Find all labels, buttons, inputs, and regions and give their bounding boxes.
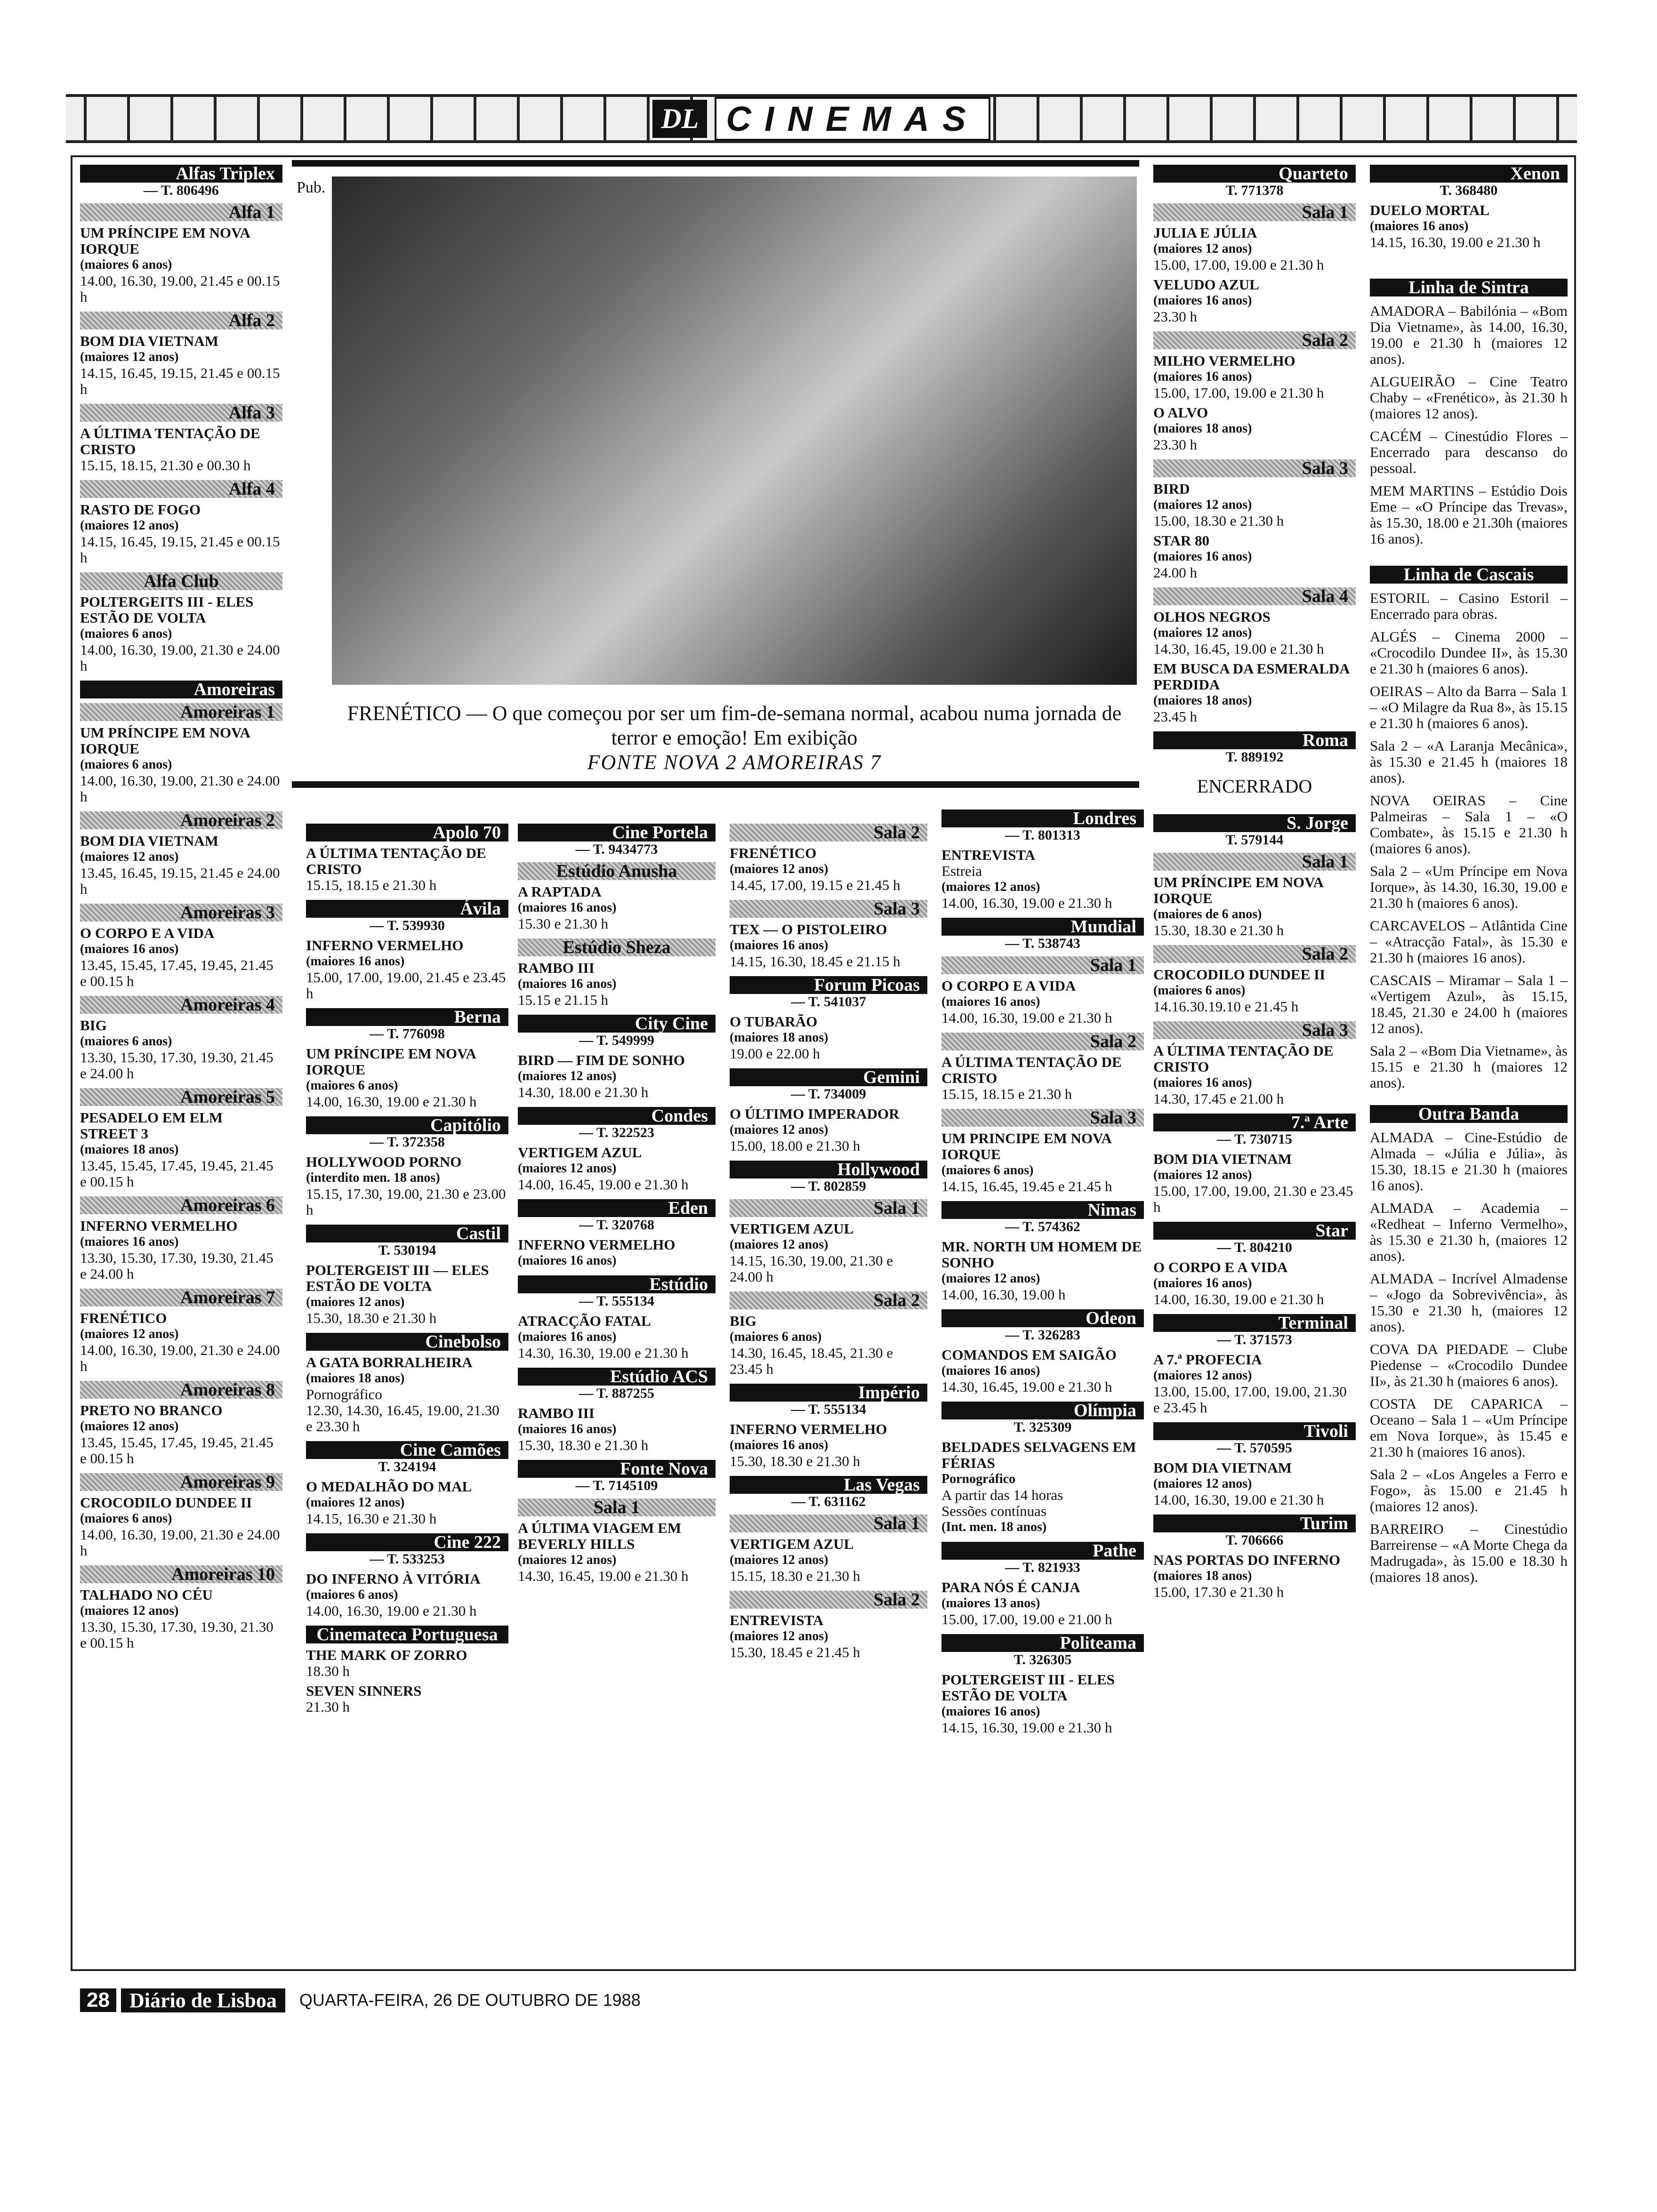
- cinema-header: Xenon: [1370, 165, 1568, 183]
- hall-header: Sala 2: [730, 1291, 927, 1309]
- listing: INFERNO VERMELHO (maiores 16 anos) 15.30, 18.30 e 21.30 h: [730, 1421, 887, 1469]
- regional-listing: CARCAVELOS – Atlântida Cine – «Atracção Fatal», às 15.30 e 21.30 h (maiores 16 anos).: [1370, 917, 1568, 966]
- listing: FRENÉTICO (maiores 12 anos) 14.00, 16.30, 19.00, 21.30 e 24.00 h: [80, 1310, 280, 1374]
- cinema-header: Odeon: [941, 1309, 1144, 1327]
- hall-header: Estúdio Anusha: [518, 862, 716, 880]
- hall-header: Sala 1: [941, 956, 1144, 974]
- listing: BOM DIA VIETNAM (maiores 12 anos) 14.15, 16.45, 19.15, 21.45 e 00.15 h: [80, 333, 280, 397]
- hall-header: Sala 4: [1153, 587, 1356, 605]
- listing: O CORPO E A VIDA (maiores 16 anos) 14.00, 16.30, 19.00 e 21.30 h: [941, 978, 1112, 1026]
- regional-listing: CACÉM – Cinestúdio Flores – Encerrado para descanso do pessoal.: [1370, 428, 1568, 476]
- listing: O CORPO E A VIDA (maiores 16 anos) 14.00, 16.30, 19.00 e 21.30 h: [1153, 1259, 1324, 1307]
- listing: A ÚLTIMA TENTAÇÃO DE CRISTO 15.15, 18.15 e 21.30 h: [941, 1054, 1122, 1102]
- listing: A RAPTADA (maiores 16 anos) 15.30 e 21.30 h: [518, 883, 617, 932]
- cinema-header: Cine 222: [306, 1533, 508, 1551]
- regional-listing: AMADORA – Babilónia – «Bom Dia Vietname», às 14.00, 16.30, 19.00 e 21.30 h (maiores 12 anos).: [1370, 303, 1568, 367]
- cinema-header: Quarteto: [1153, 165, 1356, 183]
- hall-header: Sala 3: [941, 1109, 1144, 1127]
- hall-header: Amoreiras 7: [80, 1289, 282, 1306]
- listing: PARA NÓS É CANJA (maiores 13 anos) 15.00, 17.00, 19.00 e 21.00 h: [941, 1579, 1112, 1627]
- phone: — T. 371573: [1217, 1332, 1292, 1347]
- cinema-header: Las Vegas: [730, 1476, 927, 1494]
- listing: UM PRÍNCIPE EM NOVA IORQUE (maiores 6 anos) 14.00, 16.30, 19.00, 21.30 e 24.00 h: [80, 724, 280, 805]
- hall-header: Sala 3: [730, 900, 927, 918]
- section-title: CINEMAS: [715, 97, 990, 141]
- listing: DO INFERNO À VITÓRIA (maiores 6 anos) 14.00, 16.30, 19.00 e 21.30 h: [306, 1571, 481, 1619]
- phone: T. 771378: [1225, 183, 1284, 198]
- listing: BIRD (maiores 12 anos) 15.00, 18.30 e 21.30 h STAR 80 (maiores 16 anos) 24.00 h: [1153, 481, 1284, 581]
- phone: — T. 555134: [791, 1402, 866, 1417]
- cinema-header: Roma: [1153, 731, 1356, 749]
- listing: VERTIGEM AZUL (maiores 12 anos) 14.15, 16.30, 19.00, 21.30 e 24.00 h: [730, 1220, 893, 1285]
- phone: — T. 320768: [579, 1217, 654, 1233]
- listing: PRETO NO BRANCO (maiores 12 anos) 13.45, 15.45, 17.45, 19.45, 21.45 e 00.15 h: [80, 1402, 273, 1467]
- regional-listing: Sala 2 – «Bom Dia Vietname», às 15.15 e 21.30 h (maiores 12 anos).: [1370, 1042, 1568, 1091]
- rule-bottom: [292, 781, 1139, 788]
- cinema-header: Estúdio ACS: [518, 1368, 716, 1386]
- hall-header: Amoreiras 2: [80, 811, 282, 829]
- listing: INFERNO VERMELHO (maiores 16 anos) 15.00, 17.00, 19.00, 21.45 e 23.45 h: [306, 937, 506, 1002]
- phone: — T. 538743: [1005, 936, 1080, 951]
- region-header: Linha de Cascais: [1370, 566, 1568, 584]
- listing: RAMBO III (maiores 16 anos) 15.30, 18.30 e 21.30 h: [518, 1405, 649, 1453]
- phone: T. 889192: [1225, 749, 1284, 765]
- hall-header: Sala 1: [1153, 853, 1356, 871]
- cinema-header: Nimas: [941, 1201, 1144, 1219]
- region-header: Linha de Sintra: [1370, 279, 1568, 297]
- hall-header: Amoreiras 10: [80, 1565, 282, 1583]
- cinema-header: Cine Portela: [518, 824, 716, 842]
- regional-listing: COVA DA PIEDADE – Clube Piedense – «Crocodilo Dundee II», às 21.30 h (maiores 6 anos).: [1370, 1341, 1568, 1389]
- regional-listing: ALMADA – Incrível Almadense – «Jogo da Sobrevivência», às 15.30 e 21.30 h, (maiores 12 anos).: [1370, 1270, 1568, 1335]
- phone: — T. 734009: [791, 1086, 866, 1102]
- listing: JULIA E JÚLIA (maiores 12 anos) 15.00, 17.00, 19.00 e 21.30 h VELUDO AZUL (maiores 16 anos) 23.30 h: [1153, 224, 1324, 325]
- page-number: 28: [80, 1988, 116, 2012]
- column-4: [730, 819, 927, 1667]
- phone: T. 325309: [1014, 1419, 1072, 1435]
- phone: — T. 804210: [1217, 1240, 1292, 1255]
- cinema-header: Hollywood: [730, 1161, 927, 1178]
- listing: BELDADES SELVAGENS EM FÉRIAS Pornográfico A partir das 14 horas Sessões contínuas (Int. men. 18 anos): [941, 1439, 1136, 1534]
- cinema-header: Cinebolso: [306, 1333, 508, 1351]
- listing: CROCODILO DUNDEE II (maiores 6 anos) 14.00, 16.30, 19.00, 21.30 e 24.00 h: [80, 1494, 280, 1559]
- regional-listing: ESTORIL – Casino Estoril – Encerrado para obras.: [1370, 590, 1568, 622]
- phone: — T. 326283: [1005, 1327, 1080, 1343]
- hall-header: Sala 1: [730, 1515, 927, 1532]
- listing: FRENÉTICO (maiores 12 anos) 14.45, 17.00, 19.15 e 21.45 h: [730, 845, 901, 893]
- listing: ENTREVISTA (maiores 12 anos) 15.30, 18.45 e 21.45 h: [730, 1612, 861, 1660]
- hall-header: Amoreiras 3: [80, 904, 282, 922]
- regional-listing: ALGUEIRÃO – Cine Teatro Chaby – «Frenético», às 21.30 h (maiores 12 anos).: [1370, 373, 1568, 422]
- listing: BIG (maiores 6 anos) 14.30, 16.45, 18.45, 21.30 e 23.45 h: [730, 1313, 893, 1377]
- listing: A ÚLTIMA TENTAÇÃO DE CRISTO (maiores 16 anos) 14.30, 17.45 e 21.00 h: [1153, 1042, 1334, 1107]
- regional-listing: ALGÉS – Cinema 2000 – «Crocodilo Dundee II», às 15.30 e 21.30 h (maiores 6 anos).: [1370, 628, 1568, 677]
- phone: — T. 539930: [370, 918, 445, 933]
- column-3: [518, 819, 716, 1591]
- phone: — T. 541037: [791, 994, 866, 1010]
- phone: — T. 533253: [370, 1551, 445, 1567]
- listing: DUELO MORTAL (maiores 16 anos) 14.15, 16.30, 19.00 e 21.30 h: [1370, 202, 1541, 250]
- cinema-header: Star: [1153, 1222, 1356, 1240]
- cinema-header: Império: [730, 1384, 927, 1402]
- regional-listing: Sala 2 – «Los Angeles a Ferro e Fogo», às 15.00 e 21.45 h (maiores 12 anos).: [1370, 1466, 1568, 1515]
- phone: — T. 574362: [1005, 1219, 1080, 1234]
- listing: CROCODILO DUNDEE II (maiores 6 anos) 14.16.30.19.10 e 21.45 h: [1153, 966, 1326, 1015]
- listing: A GATA BORRALHEIRA (maiores 18 anos) Pornográfico 12.30, 14.30, 16.45, 19.00, 21.30 e 23.30 h: [306, 1354, 499, 1435]
- cinema-header: Olímpia: [941, 1402, 1144, 1419]
- hall-header: Amoreiras 4: [80, 996, 282, 1014]
- listing: BIRD — FIM DE SONHO (maiores 12 anos) 14.30, 18.00 e 21.30 h: [518, 1052, 685, 1100]
- listing: BOM DIA VIETNAM (maiores 12 anos) 14.00, 16.30, 19.00 e 21.30 h: [1153, 1459, 1324, 1508]
- hall-header: Alfa 3: [80, 404, 282, 422]
- listing: UM PRINCIPE EM NOVA IORQUE (maiores 6 anos) 14.15, 16.45, 19.45 e 21.45 h: [941, 1130, 1112, 1194]
- section-banner: [66, 94, 1577, 143]
- hall-header: Alfa Club: [80, 572, 282, 590]
- hall-header: Alfa 1: [80, 203, 282, 221]
- listing: THE MARK OF ZORRO 18.30 h SEVEN SINNERS 21.30 h: [306, 1647, 467, 1715]
- phone: — T. 322523: [579, 1125, 654, 1140]
- hall-header: Amoreiras 9: [80, 1473, 282, 1491]
- phone: T. 579144: [1225, 832, 1284, 848]
- cinema-header: Fonte Nova: [518, 1460, 716, 1478]
- listing: NAS PORTAS DO INFERNO (maiores 18 anos) 15.00, 17.30 e 21.30 h: [1153, 1552, 1341, 1600]
- cinema-header: Eden: [518, 1199, 716, 1217]
- phone: — T. 372358: [370, 1134, 445, 1150]
- dl-logo: DL: [652, 100, 707, 138]
- listing: O CORPO E A VIDA (maiores 16 anos) 13.45, 15.45, 17.45, 19.45, 21.45 e 00.15 h: [80, 925, 273, 989]
- phone: T. 706666: [1225, 1532, 1284, 1548]
- regional-listing: ALMADA – Academia – «Redheat – Inferno Vermelho», às 15.30 e 21.30 h, (maiores 12 anos).: [1370, 1200, 1568, 1264]
- phone: — T. 631162: [791, 1494, 866, 1509]
- listing: PESADELO EM ELM STREET 3 (maiores 18 anos) 13.45, 15.45, 17.45, 19.45, 21.45 e 00.15 h: [80, 1109, 273, 1190]
- listing: RASTO DE FOGO (maiores 12 anos) 14.15, 16.45, 19.15, 21.45 e 00.15 h: [80, 501, 280, 566]
- hall-header: Sala 2: [730, 1591, 927, 1609]
- cinema-header: Ávila: [306, 900, 508, 918]
- phone: T. 368480: [1440, 183, 1498, 198]
- listing: BOM DIA VIETNAM (maiores 12 anos) 15.00, 17.00, 19.00, 21.30 e 23.45 h: [1153, 1151, 1353, 1215]
- phone: — T. 549999: [579, 1033, 654, 1048]
- phone: — T. 821933: [1005, 1560, 1080, 1575]
- regional-listing: BARREIRO – Cinestúdio Barreirense – «A Morte Chega da Madrugada», às 15.00 e 18.30 h (maiores 18 anos).: [1370, 1521, 1568, 1585]
- cinema-header: Capitólio: [306, 1116, 508, 1134]
- issue-date: QUARTA-FEIRA, 26 DE OUTUBRO DE 1988: [299, 1990, 641, 2010]
- regional-listing: ALMADA – Cine-Estúdio de Almada – «Júlia e Júlia», às 15.30, 18.15 e 21.30 h (maiores 16 anos).: [1370, 1129, 1568, 1194]
- listing: VERTIGEM AZUL (maiores 12 anos) 14.00, 16.45, 19.00 e 21.30 h: [518, 1144, 689, 1193]
- listing: A ÚLTIMA VIAGEM EM BEVERLY HILLS (maiores 12 anos) 14.30, 16.45, 19.00 e 21.30 h: [518, 1520, 689, 1584]
- cinema-header: Gemini: [730, 1068, 927, 1086]
- column-7: [1370, 160, 1568, 1585]
- phone: — T. 555134: [579, 1293, 654, 1309]
- cinema-header: Apolo 70: [306, 824, 508, 842]
- column-2: [306, 819, 508, 1722]
- column-5: [941, 805, 1144, 1742]
- cinema-header: Castil: [306, 1225, 508, 1242]
- column-6: [1153, 160, 1356, 1607]
- regional-listing: MEM MARTINS – Estúdio Dois Eme – «O Príncipe das Trevas», às 15.30, 18.00 e 21.30h (maiores 16 anos).: [1370, 482, 1568, 547]
- movie-still-image: [332, 176, 1137, 685]
- regional-listing: Sala 2 – «Um Príncipe em Nova Iorque», às 14.30, 16.30, 19.00 e 21.30 h (maiores 6 anos).: [1370, 863, 1568, 911]
- listing: POLTERGEIST III - ELES ESTÃO DE VOLTA (maiores 16 anos) 14.15, 16.30, 19.00 e 21.30 h: [941, 1671, 1115, 1736]
- phone: — T. 730715: [1217, 1131, 1292, 1147]
- listing: A 7.ª PROFECIA (maiores 12 anos) 13.00, 15.00, 17.00, 19.00, 21.30 e 23.45 h: [1153, 1351, 1347, 1416]
- cinema-header: Terminal: [1153, 1314, 1356, 1332]
- listing: O TUBARÃO (maiores 18 anos) 19.00 e 22.00 h: [730, 1013, 828, 1062]
- cinema-header: Mundial: [941, 918, 1144, 936]
- hall-header: Alfa 2: [80, 312, 282, 329]
- newspaper-masthead: Diário de Lisboa: [121, 1988, 285, 2012]
- listing: POLTERGEIST III — ELES ESTÃO DE VOLTA (maiores 12 anos) 15.30, 18.30 e 21.30 h: [306, 1262, 489, 1326]
- rule-top: [292, 160, 1139, 167]
- hall-header: Amoreiras 1: [80, 703, 282, 721]
- listing: INFERNO VERMELHO (maiores 16 anos) 13.30, 15.30, 17.30, 19.30, 21.45 e 24.00 h: [80, 1218, 273, 1282]
- regional-listing: COSTA DE CAPARICA – Oceano – Sala 1 – «Um Príncipe em Nova Iorque», às 15.45 e 21.30 h (maiores 16 anos).: [1370, 1395, 1568, 1460]
- listing: COMANDOS EM SAIGÃO (maiores 16 anos) 14.30, 16.45, 19.00 e 21.30 h: [941, 1346, 1117, 1395]
- listing: O MEDALHÃO DO MAL (maiores 12 anos) 14.15, 16.30 e 21.30 h: [306, 1478, 472, 1527]
- listing: UM PRÍNCIPE EM NOVA IORQUE (maiores 6 anos) 14.00, 16.30, 19.00, 21.45 e 00.15 h: [80, 224, 280, 305]
- listing: INFERNO VERMELHO (maiores 16 anos): [518, 1236, 676, 1268]
- cinema-header: 7.ª Arte: [1153, 1114, 1356, 1131]
- cinema-header: Tivoli: [1153, 1422, 1356, 1440]
- listing: MR. NORTH UM HOMEM DE SONHO (maiores 12 anos) 14.00, 16.30, 19.00 h: [941, 1238, 1142, 1303]
- listing: ENTREVISTA Estreia (maiores 12 anos) 14.00, 16.30, 19.00 e 21.30 h: [941, 847, 1112, 911]
- ad-caption: [334, 701, 1134, 775]
- cinema-header: Alfas Triplex: [80, 165, 282, 183]
- hall-header: Sala 2: [941, 1033, 1144, 1050]
- cinema-header: Turim: [1153, 1515, 1356, 1532]
- listing: TEX — O PISTOLEIRO (maiores 16 anos) 14.15, 16.30, 18.45 e 21.15 h: [730, 921, 901, 970]
- listing: POLTERGEITS III - ELES ESTÃO DE VOLTA (maiores 6 anos) 14.00, 16.30, 19.00, 21.30 e 24.00 h: [80, 593, 280, 674]
- cinema-header: Cinemateca Portuguesa: [306, 1626, 508, 1643]
- phone: — T. 570595: [1217, 1440, 1292, 1456]
- cinema-header: Condes: [518, 1107, 716, 1125]
- cinema-header: City Cine: [518, 1015, 716, 1033]
- phone: — T. 9434773: [575, 842, 658, 857]
- hall-header: Estúdio Sheza: [518, 938, 716, 956]
- phone: — T. 887255: [579, 1386, 654, 1401]
- listing: BOM DIA VIETNAM (maiores 12 anos) 13.45, 16.45, 19.15, 21.45 e 24.00 h: [80, 833, 280, 897]
- cinema-header: Estúdio: [518, 1275, 716, 1293]
- ad-caption-text: — O que começou por ser um fim-de-semana normal, acabou numa jornada de terror e emoção! Em exibição: [466, 702, 1122, 749]
- listing: ATRACÇÃO FATAL (maiores 16 anos) 14.30, 16.30, 19.00 e 21.30 h: [518, 1313, 689, 1361]
- hall-header: Sala 2: [730, 824, 927, 842]
- listing: ENCERRADO: [1197, 776, 1312, 797]
- hall-header: Sala 1: [730, 1199, 927, 1217]
- hall-header: Sala 2: [1153, 945, 1356, 963]
- cinema-header: Politeama: [941, 1634, 1144, 1652]
- listing: OLHOS NEGROS (maiores 12 anos) 14.30, 16.45, 19.00 e 21.30 h EM BUSCA DA ESMERALDA PERDIDA (maiores 18 anos) 23.45 h: [1153, 609, 1349, 725]
- listing: HOLLYWOOD PORNO (interdito men. 18 anos) 15.15, 17.30, 19.00, 21.30 e 23.00 h: [306, 1154, 506, 1218]
- regional-listing: OEIRAS – Alto da Barra – Sala 1 – «O Milagre da Rua 8», às 15.15 e 21.30 h (maiores 6 anos).: [1370, 683, 1568, 731]
- cinema-header: Amoreiras: [80, 681, 282, 698]
- listing: MILHO VERMELHO (maiores 16 anos) 15.00, 17.00, 19.00 e 21.30 h O ALVO (maiores 18 anos) 23.30 h: [1153, 353, 1324, 453]
- listing: A ÚLTIMA TENTAÇÃO DE CRISTO 15.15, 18.15 e 21.30 h: [306, 845, 486, 893]
- phone: — T. 7145109: [575, 1478, 658, 1493]
- phone: T. 326305: [1014, 1652, 1072, 1667]
- pub-label: Pub.: [297, 179, 326, 196]
- hall-header: Amoreiras 6: [80, 1196, 282, 1214]
- hall-header: Amoreiras 8: [80, 1381, 282, 1399]
- hall-header: Amoreiras 5: [80, 1088, 282, 1106]
- listing: BIG (maiores 6 anos) 13.30, 15.30, 17.30, 19.30, 21.45 e 24.00 h: [80, 1017, 273, 1082]
- phone: — T. 776098: [370, 1026, 445, 1042]
- regional-listing: CASCAIS – Miramar – Sala 1 – «Vertigem Azul», às 15.15, 18.45, 21.30 e 24.00 h (maiores 12 anos).: [1370, 972, 1568, 1036]
- phone: — T. 802859: [791, 1178, 866, 1194]
- listing: RAMBO III (maiores 16 anos) 15.15 e 21.15 h: [518, 960, 617, 1008]
- ad-sources: FONTE NOVA 2 AMOREIRAS 7: [587, 751, 882, 774]
- hall-header: Sala 2: [1153, 331, 1356, 349]
- page-footer: [80, 1986, 786, 2014]
- hall-header: Sala 1: [1153, 203, 1356, 221]
- hall-header: Sala 1: [518, 1499, 716, 1516]
- listing: A ÚLTIMA TENTAÇÃO DE CRISTO 15.15, 18.15, 21.30 e 00.30 h: [80, 425, 260, 473]
- hall-header: Alfa 4: [80, 480, 282, 498]
- region-header: Outra Banda: [1370, 1105, 1568, 1123]
- cinema-header: Berna: [306, 1008, 508, 1026]
- cinema-header: Londres: [941, 809, 1144, 827]
- cinema-header: Cine Camões: [306, 1441, 508, 1459]
- hall-header: Sala 3: [1153, 1021, 1356, 1039]
- advertisement: [292, 160, 1139, 781]
- listing: TALHADO NO CÉU (maiores 12 anos) 13.30, 15.30, 17.30, 19.30, 21.30 e 00.15 h: [80, 1587, 273, 1651]
- listing: VERTIGEM AZUL (maiores 12 anos) 15.15, 18.30 e 21.30 h: [730, 1536, 861, 1584]
- phone: T. 530194: [378, 1242, 436, 1258]
- phone: — T. 806496: [144, 183, 219, 198]
- listing: O ÚLTIMO IMPERADOR (maiores 12 anos) 15.00, 18.00 e 21.30 h: [730, 1106, 900, 1154]
- cinema-header: Forum Picoas: [730, 976, 927, 994]
- regional-listing: Sala 2 – «A Laranja Mecânica», às 15.30 e 21.45 h (maiores 18 anos).: [1370, 737, 1568, 786]
- phone: — T. 801313: [1005, 827, 1080, 843]
- regional-listing: NOVA OEIRAS – Cine Palmeiras – Sala 1 – «O Combate», às 15.15 e 21.30 h (maiores 6 anos).: [1370, 792, 1568, 857]
- hall-header: Sala 3: [1153, 459, 1356, 477]
- ad-caption-title: FRENÉTICO: [347, 702, 461, 725]
- cinema-header: Pathe: [941, 1542, 1144, 1560]
- phone: T. 324194: [378, 1459, 436, 1475]
- listing: UM PRÍNCIPE EM NOVA IORQUE (maiores de 6 anos) 15.30, 18.30 e 21.30 h: [1153, 874, 1323, 938]
- cinema-header: S. Jorge: [1153, 814, 1356, 832]
- column-1: [80, 160, 282, 1658]
- listing: UM PRÍNCIPE EM NOVA IORQUE (maiores 6 anos) 14.00, 16.30, 19.00 e 21.30 h: [306, 1045, 477, 1110]
